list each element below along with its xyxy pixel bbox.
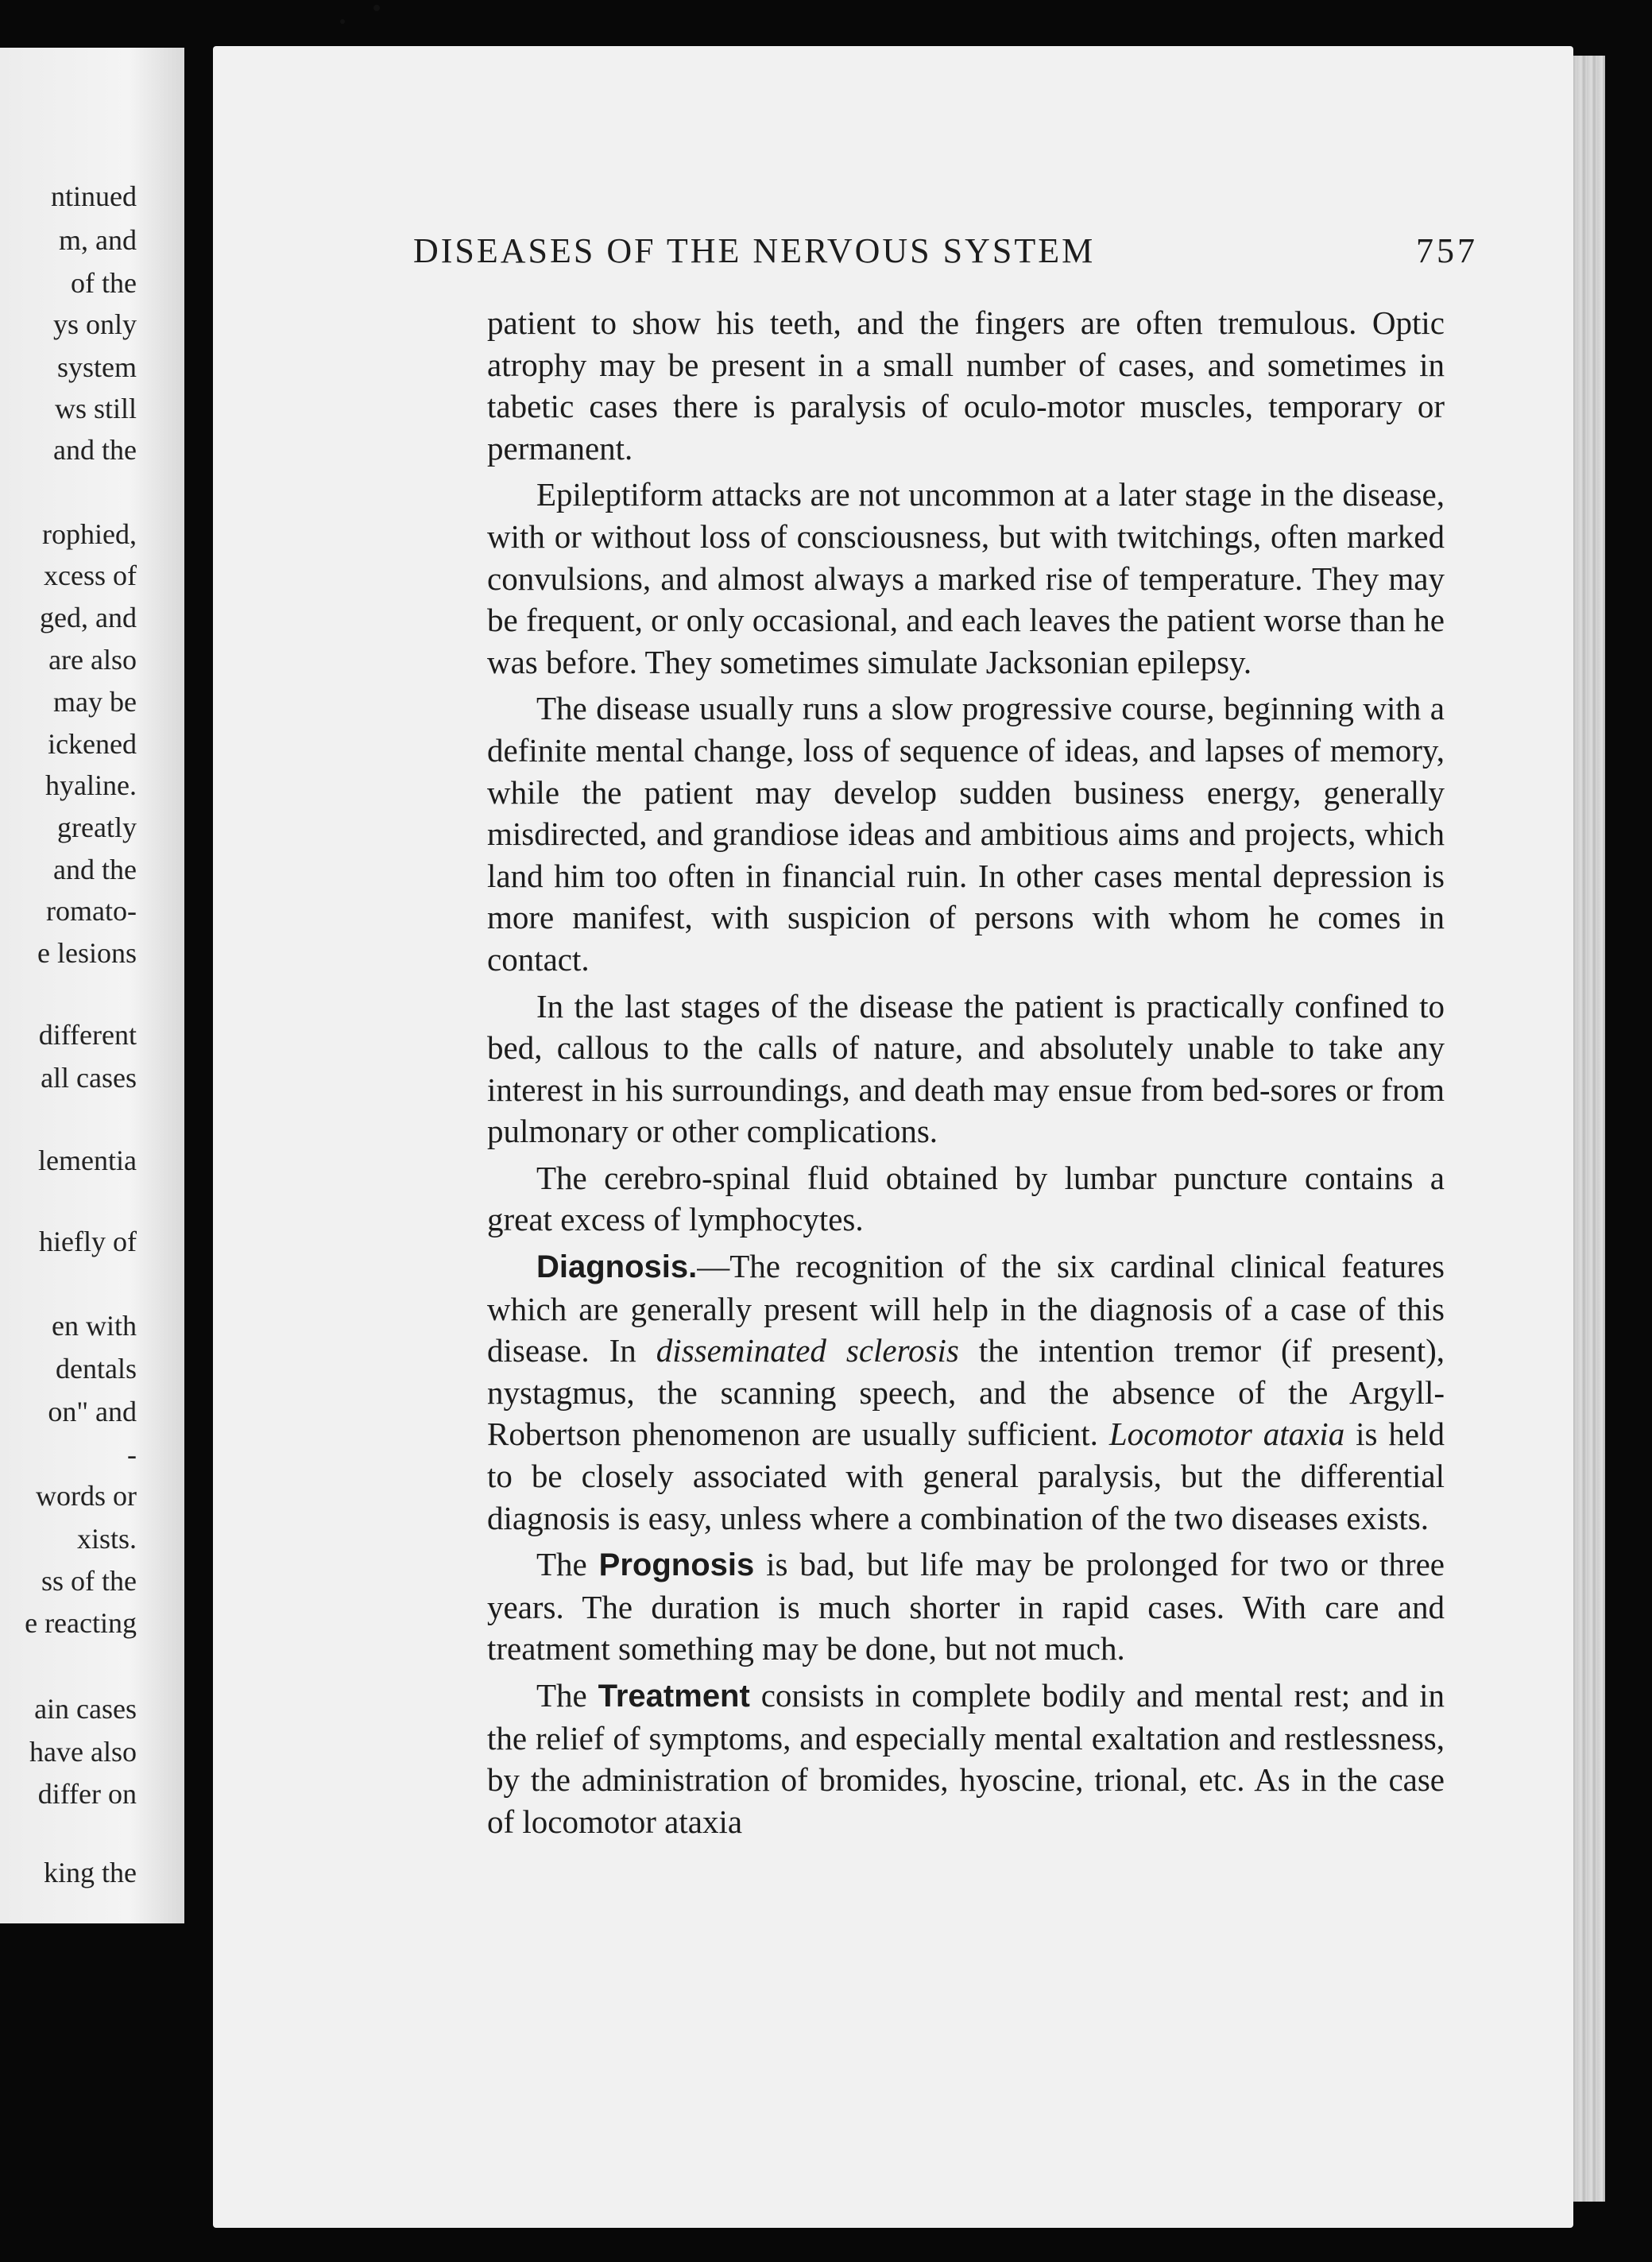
paragraph-text: is bad, but life may be prolonged for two or three years. The duration is much shorter in rapid cases. With care and treatment something may be done, but not much. [487,1546,1445,1667]
left-page-fragment: en with [52,1310,137,1342]
paragraph-text: is held to be closely associated with general paralysis, but the differential diagnosis is easy, unless where a combination of the two diseases exists. [487,1416,1445,1536]
left-page-fragment: ged, and [40,602,137,633]
left-page-fragment: greatly [57,811,137,843]
left-page-fragment: romato- [46,895,137,927]
paragraph-text: the intention tremor (if present), nystagmus, the scanning speech, and the absence of the Argyll-Robertson phenomenon are usually sufficient. [487,1332,1445,1453]
left-page-fragment: rophied, [42,518,137,550]
paragraph-prognosis [487,1544,1445,1670]
left-page-fragment: xists. [76,1523,137,1555]
left-page-fragment: may be [53,686,137,718]
scan-speck [340,19,345,24]
left-page-fragment: m, and [59,224,137,256]
left-page-fragment: - [127,1439,137,1470]
left-page-fragment: of the [71,267,137,299]
left-page-fragment: on" and [48,1396,137,1427]
paragraph: Epileptiform attacks are not uncommon at a later stage in the disease, with or without loss of consciousness, but with twitchings, often marked convulsions, and almost always a marked rise of temperature. They may be frequent, or only occasional, and each leaves the patient worse than he was before. They sometimes simulate Jacksonian epilepsy. [487,476,1445,680]
page-body [487,302,1445,1842]
left-page-fragment: hiefly of [39,1226,137,1257]
left-page-fragment: words or [36,1480,137,1512]
left-page-fragment: all cases [41,1062,137,1094]
italic-term: disseminated sclerosis [656,1332,959,1369]
left-page-fragment: hyaline. [45,769,137,801]
section-heading-prognosis: Prognosis [598,1547,755,1583]
page-number: 757 [1416,231,1478,270]
scan-speck [373,5,380,11]
paragraph: patient to show his teeth, and the fingers are often tremulous. Optic atrophy may be present in a small number of cases, and sometimes in tabetic cases there is paralysis of oculo-motor muscles, temporary or permanent. [487,304,1445,467]
left-page-fragment: ickened [48,728,137,760]
left-page-fragment: ws still [54,393,137,424]
left-page-fragment: ntinued [51,180,137,212]
paragraph: The cerebro-spinal fluid obtained by lumbar puncture contains a great excess of lymphocytes. [487,1159,1445,1238]
left-page-fragment: xcess of [44,560,137,591]
paragraph-lead: The [536,1677,598,1714]
paragraph-diagnosis [487,1245,1445,1539]
left-page-fragment: dentals [56,1353,137,1385]
left-page-fragment: ain cases [34,1693,137,1725]
section-heading-treatment: Treatment [598,1679,750,1714]
left-page-fragment: are also [48,644,137,676]
left-facing-page [0,48,184,1923]
left-page-fragment: and the [53,854,137,885]
left-page-fragment: king the [44,1857,137,1888]
paragraph-lead: The [536,1546,599,1583]
paragraph-text: —The recognition of the six cardinal clinical features which are generally present will help in the diagnosis of a case of this disease. In [487,1248,1445,1369]
left-page-fragment: differ on [37,1778,137,1810]
italic-term: Locomotor ataxia [1108,1416,1345,1453]
book-page [213,46,1573,2228]
left-page-fragment: lementia [38,1145,137,1176]
paragraph: The disease usually runs a slow progressive course, beginning with a definite mental change, loss of sequence of ideas, and lapses of memory, while the patient may develop sudden business energy, generally misdirected, and grandiose ideas and ambitious aims and projects, which land him too often in financial ruin. In other cases mental depression is more manifest, with suspicion of persons with whom he comes in contact. [487,690,1445,978]
paragraph-treatment [487,1675,1445,1842]
left-page-fragment: and the [53,434,137,466]
section-heading-diagnosis: Diagnosis. [536,1249,698,1285]
left-page-fragment: have also [29,1736,137,1768]
left-page-fragment: ss of the [41,1565,137,1597]
paragraph-text: consists in complete bodily and mental rest; and in the relief of symptoms, and especially mental exaltation and restlessness, by the administration of bromides, hyoscine, trional, etc. As in the case of locomotor ataxia [487,1677,1445,1840]
left-page-fragment: different [38,1019,137,1051]
left-page-fragment: system [56,351,137,383]
left-page-fragment: ys only [52,308,137,340]
left-page-fragment: e reacting [25,1607,137,1639]
paragraph: In the last stages of the disease the patient is practically confined to bed, callous to the calls of nature, and absolutely unable to take any interest in his surroundings, and death may ensue from bed-sores or from pulmonary or other complications. [487,987,1445,1150]
running-title: DISEASES OF THE NERVOUS SYSTEM [413,231,1096,270]
left-page-fragment: e lesions [37,937,137,969]
